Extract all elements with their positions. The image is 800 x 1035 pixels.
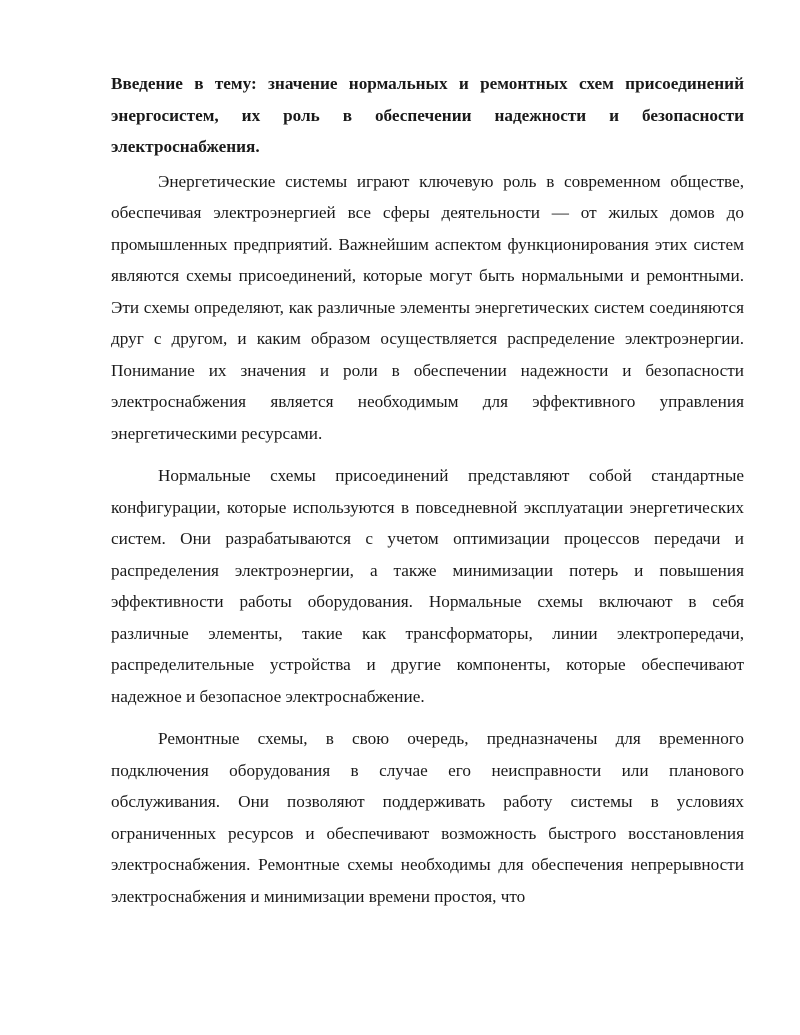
section-heading: Введение в тему: значение нормальных и ремонтных схем присоединений энергосистем, их роль в обеспечении надежности и безопасности электроснабжения.: [111, 74, 744, 156]
document-page: [111, 68, 744, 923]
paragraph-normal-schemes: Нормальные схемы присоединений представляют собой стандартные конфигурации, которые используются в повседневной эксплуатации энергетических систем. Они разрабатываются с учетом оптимизации процессов передачи и распределения электроэнергии, а также минимизации потерь и повышения эффективности работы оборудования. Нормальные схемы включают в себя различные элементы, такие как трансформаторы, линии электропередачи, распределительные устройства и другие компоненты, которые обеспечивают надежное и безопасное электроснабжение.: [111, 466, 744, 706]
paragraph-intro: Энергетические системы играют ключевую роль в современном обществе, обеспечивая электроэнергией все сферы деятельности — от жилых домов до промышленных предприятий. Важнейшим аспектом функционирования этих систем являются схемы присоединений, которые могут быть нормальными и ремонтными. Эти схемы определяют, как различные элементы энергетических систем соединяются друг с другом, и каким образом осуществляется распределение электроэнергии. Понимание их значения и роли в обеспечении надежности и безопасности электроснабжения является необходимым для эффективного управления энергетическими ресурсами.: [111, 171, 744, 443]
paragraph-repair-schemes: Ремонтные схемы, в свою очередь, предназначены для временного подключения оборудования в случае его неисправности или планового обслуживания. Они позволяют поддерживать работу системы в условиях ограниченных ресурсов и обеспечивают возможность быстрого восстановления электроснабжения. Ремонтные схемы необходимы для обеспечения непрерывности электроснабжения и минимизации времени простоя, что: [111, 729, 744, 906]
